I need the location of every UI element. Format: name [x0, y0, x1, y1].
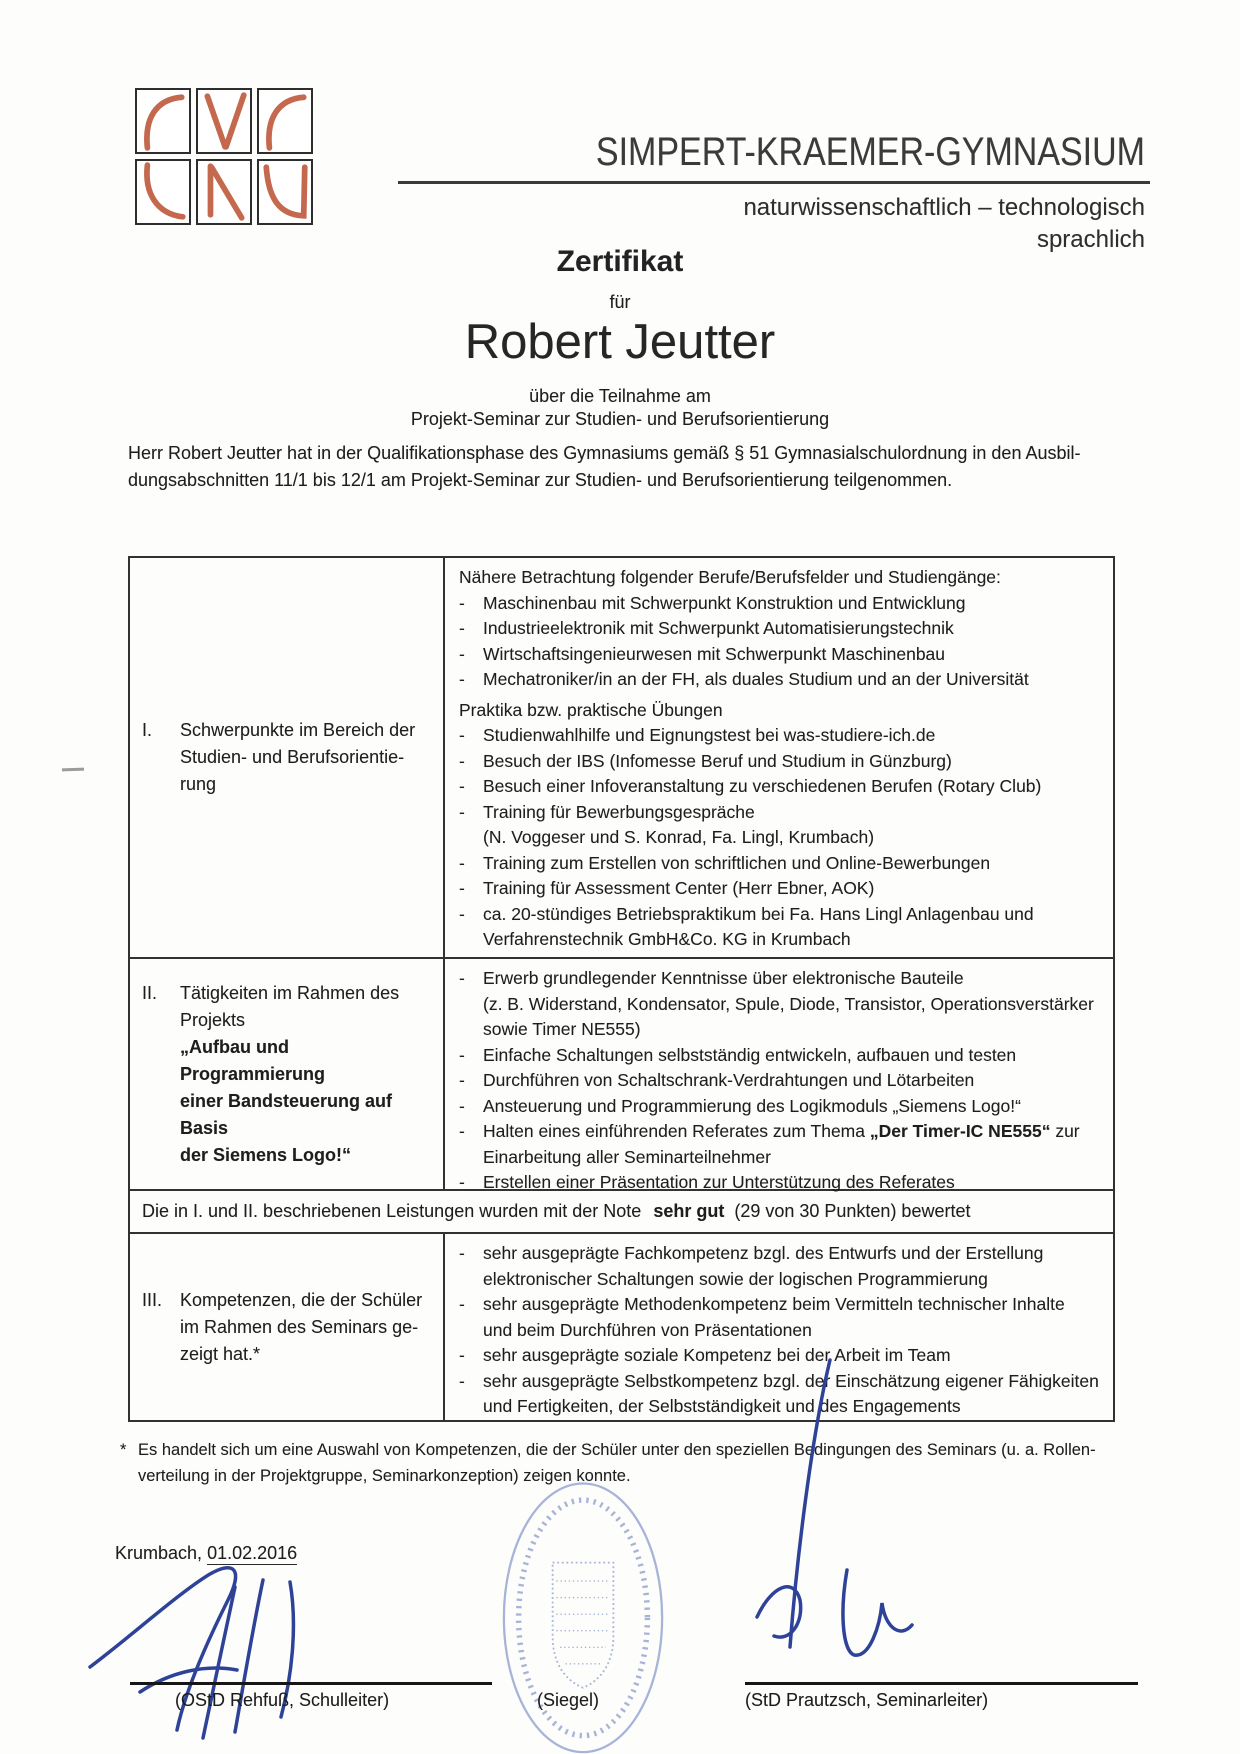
list-item-text [483, 749, 952, 775]
text-segment: Maschinenbau mit Schwerpunkt Konstruktion und Entwicklung [483, 592, 966, 613]
list-item-text [483, 591, 965, 617]
list-item-marker: - [459, 1070, 465, 1090]
section-numeral: I. [142, 720, 153, 740]
list-item-text [483, 616, 954, 642]
text-segment: Besuch einer Infoveranstaltung zu verschiedenen Berufen (Rotary Club) [483, 776, 1042, 796]
list-item-marker: - [459, 878, 465, 898]
list-item [459, 1043, 1105, 1069]
grade-prefix: Die in I. und II. beschriebenen Leistungen wurden mit der Note [142, 1201, 642, 1221]
list-item [459, 749, 1105, 775]
section-content-cell [445, 558, 1113, 957]
list-item-text [483, 1267, 988, 1293]
participation-line1: über die Teilnahme am [529, 386, 711, 406]
list-item [459, 1017, 1105, 1043]
text-segment: ca. 20-stündiges Betriebspraktikum bei Fa. Hans Lingl Anlagenbau und [483, 903, 1034, 924]
section-label-cell [130, 558, 445, 957]
list-item [459, 1068, 1105, 1094]
list-item-marker: - [459, 1121, 465, 1141]
text-segment: und Fertigkeiten, der Selbstständigkeit und des Engagements [483, 1396, 961, 1416]
footnote-line1: Es handelt sich um eine Auswahl von Kompetenzen, die der Schüler unter den speziellen Bedingungen des Seminars (u. a. Rollen- [138, 1441, 1096, 1459]
text-segment: Durchführen von Schaltschrank-Verdrahtungen und Lötarbeiten [483, 1070, 975, 1090]
list-item-text [483, 1017, 641, 1043]
list-item-text [483, 800, 755, 826]
text-segment: sehr ausgeprägte Methodenkompetenz beim Vermitteln technischer Inhalte [483, 1294, 1065, 1314]
table-row [130, 1232, 1113, 1420]
list-item-marker [459, 1318, 483, 1344]
list-item-text [483, 992, 1094, 1018]
list-item-marker: - [459, 1044, 465, 1065]
list-item-text [483, 1119, 1080, 1145]
text-segment: Einarbeitung aller Seminarteilnehmer [483, 1146, 771, 1167]
list-item [459, 642, 1105, 668]
list-item-marker: - [459, 903, 465, 924]
list-item-marker: - [459, 750, 465, 771]
date: 01.02.2016 [207, 1543, 298, 1563]
logo-tile-g-bottom [257, 159, 313, 225]
list-item [459, 774, 1105, 800]
seminar-leader-signature [742, 1355, 922, 1705]
table-row [130, 558, 1113, 957]
logo-tile-k-top [196, 88, 252, 154]
text-segment: Training für Assessment Center (Herr Ebner, AOK) [483, 878, 875, 898]
footnote-line2: verteilung in der Projektgruppe, Seminarkonzeption) zeigen konnte. [138, 1467, 631, 1485]
grade-suffix: (29 von 30 Punkten) bewertet [734, 1201, 971, 1221]
text-segment: Erstellen einer Präsentation zur Unterstützung des Referates [483, 1172, 955, 1192]
list-item-marker [459, 1017, 483, 1043]
label-line: Studien- und Berufsorientie- [180, 747, 405, 767]
text-segment: Industrieelektronik mit Schwerpunkt Automatisierungstechnik [483, 618, 954, 638]
header-divider [398, 181, 1150, 184]
logo-tile-g-top [257, 88, 313, 154]
text-segment: Wirtschaftsingenieurwesen mit Schwerpunkt Maschinenbau [483, 643, 946, 664]
school-logo [135, 88, 313, 225]
list-item-text [483, 1170, 955, 1196]
text-segment: Training zum Erstellen von schriftlichen und Online-Bewerbungen [483, 852, 991, 873]
list-item [459, 1241, 1105, 1267]
section-label [142, 1287, 422, 1368]
list-item-marker [459, 1145, 483, 1171]
label-line: Kompetenzen, die der Schüler [180, 1289, 423, 1310]
list-item-marker [459, 1394, 483, 1420]
text-segment: zur [1050, 1121, 1080, 1141]
participation-line2: Projekt-Seminar zur Studien- und Berufsorientierung [410, 409, 830, 429]
list-item [459, 1145, 1105, 1171]
signature-line-left [130, 1682, 492, 1685]
list-item-marker: - [459, 1172, 465, 1192]
list-item-marker: - [459, 1294, 465, 1314]
list-item-marker: - [459, 725, 465, 745]
for-word: für [609, 292, 631, 312]
text-segment: Mechatroniker/in an der FH, als duales Studium und an der Universität [483, 669, 1029, 689]
text-segment: Studienwahlhilfe und Eignungstest bei was-studiere-ich.de [483, 725, 936, 745]
certificate-title: Zertifikat [556, 245, 684, 278]
intro-paragraph [128, 440, 1120, 493]
label-line: Tätigkeiten im Rahmen des [180, 982, 400, 1003]
list-item [459, 1292, 1105, 1318]
label-line: Schwerpunkte im Bereich der [180, 720, 416, 740]
logo-tile-s-bottom [135, 159, 191, 225]
block-heading: Nähere Betrachtung folgender Berufe/Berufsfelder und Studiengänge: [459, 567, 1001, 587]
text-segment: Training für Bewerbungsgespräche [483, 801, 755, 822]
list-item-marker: - [459, 1243, 465, 1263]
list-item-text [483, 667, 1029, 693]
list-item-text [483, 1068, 974, 1094]
list-item [459, 667, 1105, 693]
grade-value: sehr gut [653, 1201, 725, 1221]
section-label-lines [180, 980, 435, 1169]
list-item [459, 1267, 1105, 1293]
text-segment: sehr ausgeprägte Fachkompetenz bzgl. des Entwurfs und der Erstellung [483, 1243, 1044, 1263]
section-numeral: III. [142, 1289, 163, 1310]
seminar-leader-label: (StD Prautzsch, Seminarleiter) [745, 1690, 989, 1710]
intro-line1: Herr Robert Jeutter hat in der Qualifikationsphase des Gymnasiums gemäß § 51 Gymnasialschulordnung in den Ausbil- [128, 443, 1081, 463]
label-line: Projekts [180, 1009, 246, 1030]
text-segment: (z. B. Widerstand, Kondensator, Spule, Diode, Transistor, Operationsverstärker [483, 993, 1094, 1014]
list-item-marker: - [459, 801, 465, 822]
label-line: rung [180, 774, 217, 794]
list-item [459, 902, 1105, 928]
list-item-marker: - [459, 669, 465, 689]
list-item-text [483, 1292, 1065, 1318]
section-label-lines [180, 717, 415, 798]
headmaster-label: (OStD Rehfuß, Schulleiter) [175, 1690, 390, 1710]
school-seal [488, 1478, 678, 1754]
list-item-marker: - [459, 618, 465, 638]
list-item-marker: - [459, 1345, 465, 1365]
list-item-marker: - [459, 643, 465, 664]
seal-label: (Siegel) [537, 1690, 600, 1710]
list-item-text [483, 902, 1034, 928]
list-item-marker: - [459, 592, 465, 613]
place: Krumbach, [115, 1543, 203, 1563]
list-item [459, 851, 1105, 877]
list-item [459, 966, 1105, 992]
text-segment: (N. Voggeser und S. Konrad, Fa. Lingl, Krumbach) [483, 827, 875, 847]
list-item-text [483, 825, 874, 851]
list-item-text [483, 1318, 812, 1344]
section-label-cell [130, 959, 445, 1189]
section-label [142, 980, 435, 1169]
headmaster-signature [85, 1552, 345, 1742]
list-item [459, 927, 1105, 953]
signature-line-right [745, 1682, 1138, 1685]
intro-line2: dungsabschnitten 11/1 bis 12/1 am Projekt-Seminar zur Studien- und Berufsorientierung teilgenommen. [128, 469, 953, 490]
list-item-text [483, 774, 1041, 800]
section-label-lines [180, 1287, 422, 1368]
table-row [130, 957, 1113, 1192]
content-block [459, 698, 1105, 953]
list-item-marker [459, 927, 483, 953]
text-segment: sehr ausgeprägte Selbstkompetenz bzgl. der Einschätzung eigener Fähigkeiten [483, 1370, 1099, 1391]
scan-artifact [62, 768, 84, 772]
list-item [459, 591, 1105, 617]
recipient-name: Robert Jeutter [464, 315, 776, 369]
text-segment: elektronischer Schaltungen sowie der logischen Programmierung [483, 1268, 988, 1289]
list-item [459, 1318, 1105, 1344]
text-segment: sehr ausgeprägte soziale Kompetenz bei der Arbeit im Team [483, 1345, 951, 1365]
list-item-text [483, 1094, 1021, 1120]
list-item-text [483, 876, 874, 902]
label-line: im Rahmen des Seminars ge- [180, 1316, 419, 1337]
evaluation-table [128, 556, 1115, 1422]
list-item [459, 800, 1105, 826]
list-item-text [483, 851, 990, 877]
section-label-cell [130, 1234, 445, 1420]
list-item-text [483, 1043, 1016, 1069]
list-item-marker [459, 992, 483, 1018]
school-profile-line1: naturwissenschaftlich – technologisch [743, 194, 1145, 221]
list-item [459, 1094, 1105, 1120]
list-item [459, 723, 1105, 749]
text-segment: Verfahrenstechnik GmbH&Co. KG in Krumbach [483, 929, 851, 949]
list-item-marker: - [459, 968, 465, 988]
text-segment: Halten eines einführenden Referates zum Thema [483, 1121, 870, 1141]
list-item [459, 616, 1105, 642]
list-item-marker: - [459, 1095, 465, 1116]
list-item [459, 992, 1105, 1018]
logo-tile-s-top [135, 88, 191, 154]
list-item-text [483, 927, 851, 953]
label-line: einer Bandsteuerung auf Basis [180, 1090, 393, 1138]
grade-text [142, 1201, 970, 1222]
list-item-marker: - [459, 852, 465, 873]
list-item [459, 1119, 1105, 1145]
list-item-marker [459, 825, 483, 851]
text-segment: sowie Timer NE555) [483, 1019, 641, 1039]
list-item-text [483, 1241, 1043, 1267]
footnote-marker: * [120, 1441, 127, 1459]
content-block [459, 565, 1105, 693]
list-item-marker: - [459, 1370, 465, 1391]
text-segment: Besuch der IBS (Infomesse Beruf und Studium in Günzburg) [483, 750, 952, 771]
label-line: zeigt hat.* [180, 1343, 261, 1364]
section-numeral: II. [142, 982, 158, 1003]
list-item [459, 876, 1105, 902]
list-item-text [483, 723, 935, 749]
text-segment: „Der Timer-IC NE555“ [869, 1121, 1051, 1141]
list-item-text [483, 1145, 771, 1171]
list-item-text [483, 642, 945, 668]
text-segment: Ansteuerung und Programmierung des Logikmoduls „Siemens Logo!“ [483, 1095, 1021, 1116]
list-item-marker [459, 1267, 483, 1293]
label-line: der Siemens Logo!“ [180, 1144, 352, 1165]
section-label [142, 717, 415, 798]
content-block [459, 966, 1105, 1196]
label-line: „Aufbau und Programmierung [180, 1036, 326, 1084]
list-item [459, 1170, 1105, 1196]
list-item [459, 825, 1105, 851]
list-item-text [483, 966, 964, 992]
text-segment: Einfache Schaltungen selbstständig entwickeln, aufbauen und testen [483, 1044, 1017, 1065]
block-heading: Praktika bzw. praktische Übungen [459, 699, 723, 720]
section-content-cell [445, 959, 1113, 1192]
school-profile-line2: sprachlich [1036, 226, 1145, 253]
school-name: SIMPERT-KRAEMER-GYMNASIUM [595, 130, 1145, 174]
text-segment: und beim Durchführen von Präsentationen [483, 1319, 812, 1340]
text-segment: Erwerb grundlegender Kenntnisse über elektronische Bauteile [483, 968, 964, 988]
logo-tile-k-bottom [196, 159, 252, 225]
list-item-marker: - [459, 776, 465, 796]
